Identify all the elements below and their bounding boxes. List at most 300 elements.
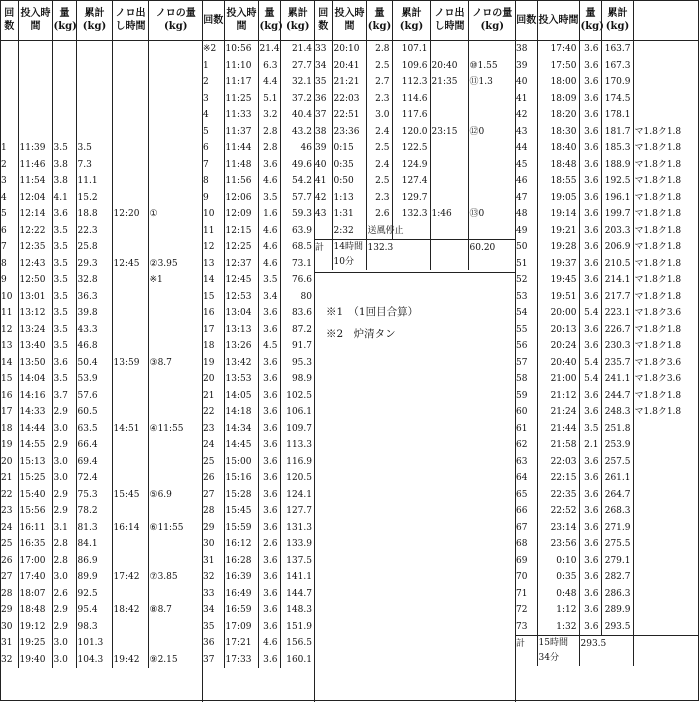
table-cell: 261.1 <box>601 470 633 487</box>
table-cell: 3.6 <box>258 157 280 174</box>
table-row <box>515 206 699 223</box>
table-cell: ②3.95 <box>148 256 202 273</box>
blank-cell <box>18 124 52 141</box>
table-cell: 16:35 <box>18 536 52 553</box>
table-cell: 69 <box>516 555 528 566</box>
table-cell: 50 <box>516 242 528 252</box>
total-weight: 293.5 <box>579 636 633 667</box>
table-cell: 20:24 <box>537 338 579 355</box>
table-cell <box>468 173 515 190</box>
panel-3-table <box>314 0 515 270</box>
table-cell <box>468 41 515 58</box>
table-row <box>314 140 515 157</box>
table-cell <box>112 322 148 339</box>
table-cell: 117.6 <box>392 107 430 124</box>
table-cell: 13:59 <box>112 355 148 372</box>
table-cell: 14:55 <box>18 437 52 454</box>
table-cell: 3.6 <box>579 239 601 256</box>
table-cell: 26 <box>203 473 215 483</box>
blank-cell <box>52 124 76 141</box>
panel-1-table <box>0 0 202 668</box>
table-cell: 3.6 <box>258 503 280 520</box>
table-cell: 127.7 <box>280 503 314 520</box>
table-cell: 2.5 <box>366 173 392 190</box>
blank-cell <box>148 124 202 141</box>
table-cell: 23 <box>203 423 215 434</box>
table-row <box>314 74 515 91</box>
table-row <box>0 223 202 240</box>
table-cell: 54.2 <box>280 173 314 190</box>
table-cell: 25 <box>203 456 215 467</box>
table-cell <box>633 421 699 438</box>
blank-cell <box>112 41 148 58</box>
table-row <box>0 388 202 405</box>
table-row <box>0 437 202 454</box>
table-cell: 160.1 <box>280 652 314 669</box>
table-cell <box>430 157 468 174</box>
table-cell: 1:46 <box>430 206 468 223</box>
table-cell: 22:15 <box>537 470 579 487</box>
table-cell <box>148 553 202 570</box>
table-cell: 12:22 <box>18 223 52 240</box>
table-cell: マ1.8ク3.6 <box>633 305 699 322</box>
table-cell: 289.9 <box>601 602 633 619</box>
table-cell: 2.7 <box>366 74 392 91</box>
table-cell: 95.3 <box>280 355 314 372</box>
table-cell: 6.3 <box>258 58 280 75</box>
table-cell: 0:10 <box>537 553 579 570</box>
blank-cell <box>76 74 112 91</box>
table-cell: 22:51 <box>332 107 366 124</box>
table-cell: 3.6 <box>579 404 601 421</box>
header-ruikei: 累計(kg) <box>601 0 633 41</box>
table-row <box>314 223 515 240</box>
table-row <box>515 305 699 322</box>
table-cell: 78.2 <box>76 503 112 520</box>
table-row <box>515 223 699 240</box>
table-cell: 206.9 <box>601 239 633 256</box>
table-row <box>515 355 699 372</box>
table-row <box>515 124 699 141</box>
table-row <box>0 322 202 339</box>
table-cell: 68 <box>516 539 528 549</box>
table-cell: 3.6 <box>579 124 601 141</box>
table-cell: 59.3 <box>280 206 314 223</box>
table-cell <box>468 157 515 174</box>
table-row <box>0 289 202 306</box>
table-row <box>202 503 314 520</box>
table-cell: 3.6 <box>579 602 601 619</box>
table-cell <box>112 619 148 636</box>
table-cell: 13:12 <box>18 305 52 322</box>
table-cell: ⑨2.15 <box>148 652 202 669</box>
table-cell: 43.2 <box>280 124 314 141</box>
table-cell: 40.4 <box>280 107 314 124</box>
table-cell: 2.5 <box>366 140 392 157</box>
table-cell: 11:25 <box>224 91 258 108</box>
table-cell: 10 <box>1 291 13 302</box>
table-cell <box>633 437 699 454</box>
table-cell: 14:51 <box>112 421 148 438</box>
table-cell: 17 <box>203 324 215 335</box>
table-cell: 1:32 <box>537 619 579 636</box>
table-cell: 10 <box>203 209 215 219</box>
table-cell <box>633 74 699 91</box>
table-cell: 174.5 <box>601 91 633 108</box>
table-row <box>314 124 515 141</box>
table-cell: 17:40 <box>537 41 579 58</box>
table-cell: 7.3 <box>76 157 112 174</box>
panel-2-table <box>202 0 314 668</box>
table-cell <box>112 371 148 388</box>
table-cell: 16 <box>203 308 215 318</box>
table-cell <box>148 404 202 421</box>
table-cell: 101.3 <box>76 635 112 652</box>
table-cell: 3.0 <box>52 454 76 471</box>
table-cell: 129.7 <box>392 190 430 207</box>
table-cell: 18:30 <box>537 124 579 141</box>
table-cell: 196.1 <box>601 190 633 207</box>
table-cell: ⑦3.85 <box>148 569 202 586</box>
table-row <box>314 190 515 207</box>
table-cell: 4.5 <box>258 338 280 355</box>
table-cell: 3.6 <box>579 487 601 504</box>
table-cell <box>112 239 148 256</box>
table-cell: 131.3 <box>280 520 314 537</box>
table-cell: 4.6 <box>258 173 280 190</box>
table-cell: 14:05 <box>224 388 258 405</box>
table-cell: 3.6 <box>579 223 601 240</box>
table-cell: 62 <box>516 440 528 450</box>
table-cell: マ1.8ク1.8 <box>633 272 699 289</box>
table-cell: 3.5 <box>52 272 76 289</box>
total-label: 計 <box>515 636 537 667</box>
table-cell: 61 <box>516 423 528 434</box>
table-cell: 28 <box>1 588 13 599</box>
table-cell: 47 <box>516 192 528 203</box>
table-cell: 251.8 <box>601 421 633 438</box>
table-cell: 36.3 <box>76 289 112 306</box>
table-cell: 3.6 <box>579 470 601 487</box>
table-cell: 71 <box>516 588 528 599</box>
table-cell: マ1.8ク1.8 <box>633 404 699 421</box>
table-cell <box>112 190 148 207</box>
table-cell: 26 <box>1 555 13 566</box>
header-noro-dashi: ノロ出し時間 <box>430 0 468 41</box>
table-cell: 17:42 <box>112 569 148 586</box>
header-noro-ryo: ノロの量(kg) <box>468 0 515 41</box>
table-cell: 7 <box>203 159 209 170</box>
table-row <box>202 652 314 669</box>
total-noro: 60.20 <box>468 240 515 271</box>
table-cell: 48 <box>516 209 528 219</box>
table-row <box>0 140 202 157</box>
notes-block <box>314 272 515 345</box>
table-cell: 23:15 <box>430 124 468 141</box>
table-cell: 32.1 <box>280 74 314 91</box>
table-cell: 32 <box>1 654 13 665</box>
table-cell: 15:45 <box>224 503 258 520</box>
table-cell: 3.6 <box>579 58 601 75</box>
table-cell <box>430 223 468 240</box>
table-row <box>314 58 515 75</box>
blank-cell <box>112 74 148 91</box>
table-cell <box>430 190 468 207</box>
table-cell <box>148 140 202 157</box>
table-cell <box>112 305 148 322</box>
table-cell: 17:09 <box>224 619 258 636</box>
table-cell: 112.3 <box>392 74 430 91</box>
table-cell: 20:10 <box>332 41 366 58</box>
table-row <box>202 322 314 339</box>
table-cell: 75.3 <box>76 487 112 504</box>
table-cell: 3.6 <box>579 322 601 339</box>
table-cell: 3.0 <box>52 569 76 586</box>
table-cell: 15:56 <box>18 503 52 520</box>
table-cell: 16:28 <box>224 553 258 570</box>
table-cell: 15:13 <box>18 454 52 471</box>
table-row <box>515 173 699 190</box>
table-cell: 21 <box>203 390 215 401</box>
table-cell: 18:40 <box>537 140 579 157</box>
header-tounyu: 投入時間 <box>537 0 579 41</box>
table-cell: 2.9 <box>52 619 76 636</box>
table-row <box>515 421 699 438</box>
table-cell: ⑪1.3 <box>468 74 515 91</box>
total-blank <box>430 240 468 271</box>
table-cell: 3.5 <box>258 190 280 207</box>
table-cell: 282.7 <box>601 569 633 586</box>
table-row <box>314 206 515 223</box>
table-cell: 15:59 <box>224 520 258 537</box>
header-ryo: 量(kg) <box>258 0 280 41</box>
table-row <box>0 421 202 438</box>
table-cell: 19:05 <box>537 190 579 207</box>
table-cell: 66 <box>516 506 528 516</box>
table-cell: マ1.8ク1.8 <box>633 338 699 355</box>
table-cell <box>633 569 699 586</box>
table-row <box>515 619 699 636</box>
table-cell <box>112 140 148 157</box>
blank-row <box>0 91 202 108</box>
table-row <box>202 157 314 174</box>
header-kai: 回数 <box>515 0 537 41</box>
table-cell <box>314 223 332 240</box>
table-cell <box>148 503 202 520</box>
table-cell: 28 <box>203 506 215 516</box>
table-row <box>515 536 699 553</box>
table-cell: 181.7 <box>601 124 633 141</box>
table-cell: 11:54 <box>18 173 52 190</box>
table-row <box>0 520 202 537</box>
table-row <box>0 569 202 586</box>
table-cell: 16:59 <box>224 602 258 619</box>
table-cell: 18 <box>203 341 215 351</box>
table-cell: 89.9 <box>76 569 112 586</box>
table-cell: 18:07 <box>18 586 52 603</box>
table-cell: 3.6 <box>258 520 280 537</box>
table-cell: 2 <box>203 77 209 87</box>
table-cell: 3.5 <box>579 421 601 438</box>
table-row <box>202 124 314 141</box>
table-cell: 13:40 <box>18 338 52 355</box>
table-cell: 178.1 <box>601 107 633 124</box>
table-cell: 3.6 <box>258 388 280 405</box>
table-row <box>0 272 202 289</box>
table-row <box>314 91 515 108</box>
table-row <box>202 404 314 421</box>
blank-cell <box>52 74 76 91</box>
table-cell: 0:15 <box>332 140 366 157</box>
blank-cell <box>0 91 18 108</box>
blank-cell <box>76 91 112 108</box>
table-cell: 3.2 <box>258 107 280 124</box>
table-cell: 15:16 <box>224 470 258 487</box>
table-cell: 23:36 <box>332 124 366 141</box>
table-cell: 34 <box>203 605 215 615</box>
table-cell: 104.3 <box>76 652 112 669</box>
table-cell: 21:35 <box>430 74 468 91</box>
table-cell: 57.7 <box>280 190 314 207</box>
table-cell: 12:09 <box>224 206 258 223</box>
total-time-hours: 14時間 <box>333 242 363 252</box>
table-cell: ⑥11:55 <box>148 520 202 537</box>
header-ryo: 量(kg) <box>52 0 76 41</box>
table-cell: 49 <box>516 225 528 236</box>
table-cell: 68.5 <box>280 239 314 256</box>
table-row <box>202 223 314 240</box>
table-cell: 39 <box>315 143 327 153</box>
table-cell: 98.3 <box>76 619 112 636</box>
table-cell: 3.6 <box>52 206 76 223</box>
table-row <box>202 140 314 157</box>
table-cell: 113.3 <box>280 437 314 454</box>
table-row <box>202 107 314 124</box>
table-row <box>202 305 314 322</box>
table-cell: 12:06 <box>224 190 258 207</box>
table-cell: 15 <box>203 291 215 302</box>
table-cell <box>468 107 515 124</box>
table-cell: 5.4 <box>579 371 601 388</box>
table-cell: 53 <box>516 291 528 302</box>
table-cell: 3.5 <box>52 305 76 322</box>
table-cell: マ1.8ク1.8 <box>633 388 699 405</box>
table-row <box>515 454 699 471</box>
table-cell <box>148 635 202 652</box>
table-cell: 39 <box>516 60 528 71</box>
table-row <box>515 272 699 289</box>
table-cell: マ1.8ク3.6 <box>633 355 699 372</box>
table-cell: 3.5 <box>52 140 76 157</box>
table-row <box>0 206 202 223</box>
table-cell: 43 <box>315 209 327 219</box>
table-row <box>0 305 202 322</box>
table-row <box>202 41 314 58</box>
panel-3 <box>314 0 516 702</box>
table-cell: 14:04 <box>18 371 52 388</box>
table-cell: 3.5 <box>52 256 76 273</box>
table-cell: 73.1 <box>280 256 314 273</box>
table-cell: 11:46 <box>18 157 52 174</box>
total-weight: 132.3 <box>366 240 430 271</box>
table-cell: 271.9 <box>601 520 633 537</box>
blank-row <box>0 124 202 141</box>
table-cell: 3.6 <box>579 454 601 471</box>
table-cell: 12:25 <box>224 239 258 256</box>
table-row <box>202 586 314 603</box>
table-cell: 44 <box>516 143 528 153</box>
table-cell <box>148 190 202 207</box>
blank-cell <box>112 91 148 108</box>
table-cell: ⑫0 <box>468 124 515 141</box>
table-row <box>202 239 314 256</box>
table-cell: 21:12 <box>537 388 579 405</box>
table-cell: 18:00 <box>537 74 579 91</box>
blank-cell <box>148 58 202 75</box>
table-cell: 20:00 <box>537 305 579 322</box>
table-cell: 22:03 <box>332 91 366 108</box>
table-cell: 3.6 <box>258 371 280 388</box>
table-row <box>0 470 202 487</box>
header-note <box>633 0 699 41</box>
table-cell: 21:24 <box>537 404 579 421</box>
table-row <box>515 74 699 91</box>
table-cell <box>633 503 699 520</box>
table-row <box>202 206 314 223</box>
table-row <box>202 553 314 570</box>
table-row <box>515 58 699 75</box>
table-cell: 241.1 <box>601 371 633 388</box>
table-cell: 3.0 <box>52 635 76 652</box>
table-cell: 12:15 <box>224 223 258 240</box>
table-cell: 12:45 <box>224 272 258 289</box>
table-cell: ③8.7 <box>148 355 202 372</box>
table-cell: 12:37 <box>224 256 258 273</box>
table-cell: 13:13 <box>224 322 258 339</box>
table-cell <box>468 190 515 207</box>
table-cell: 19 <box>1 440 13 450</box>
table-cell: 12 <box>1 324 13 335</box>
table-cell: 31 <box>203 555 215 566</box>
table-cell: 18:48 <box>18 602 52 619</box>
table-cell <box>468 223 515 240</box>
table-cell: 286.3 <box>601 586 633 603</box>
table-cell <box>112 157 148 174</box>
table-cell: 3.4 <box>258 289 280 306</box>
table-cell: 122.5 <box>392 140 430 157</box>
table-row <box>314 173 515 190</box>
table-row <box>202 602 314 619</box>
table-cell: 18:09 <box>537 91 579 108</box>
table-cell: 41 <box>315 176 327 186</box>
table-cell: 64 <box>516 473 528 483</box>
table-cell: 1.6 <box>258 206 280 223</box>
table-cell <box>430 140 468 157</box>
table-row <box>515 437 699 454</box>
table-cell: 16:11 <box>18 520 52 537</box>
table-cell: 12:14 <box>18 206 52 223</box>
table-cell: 2.9 <box>52 437 76 454</box>
table-cell <box>633 91 699 108</box>
table-cell: 13 <box>203 258 215 269</box>
header-ruikei: 累計(kg) <box>392 0 430 41</box>
table-cell: 63.9 <box>280 223 314 240</box>
table-cell: 4.6 <box>258 635 280 652</box>
table-cell: 10:56 <box>224 41 258 58</box>
table-cell: 86.9 <box>76 553 112 570</box>
table-row <box>202 58 314 75</box>
table-row <box>202 289 314 306</box>
